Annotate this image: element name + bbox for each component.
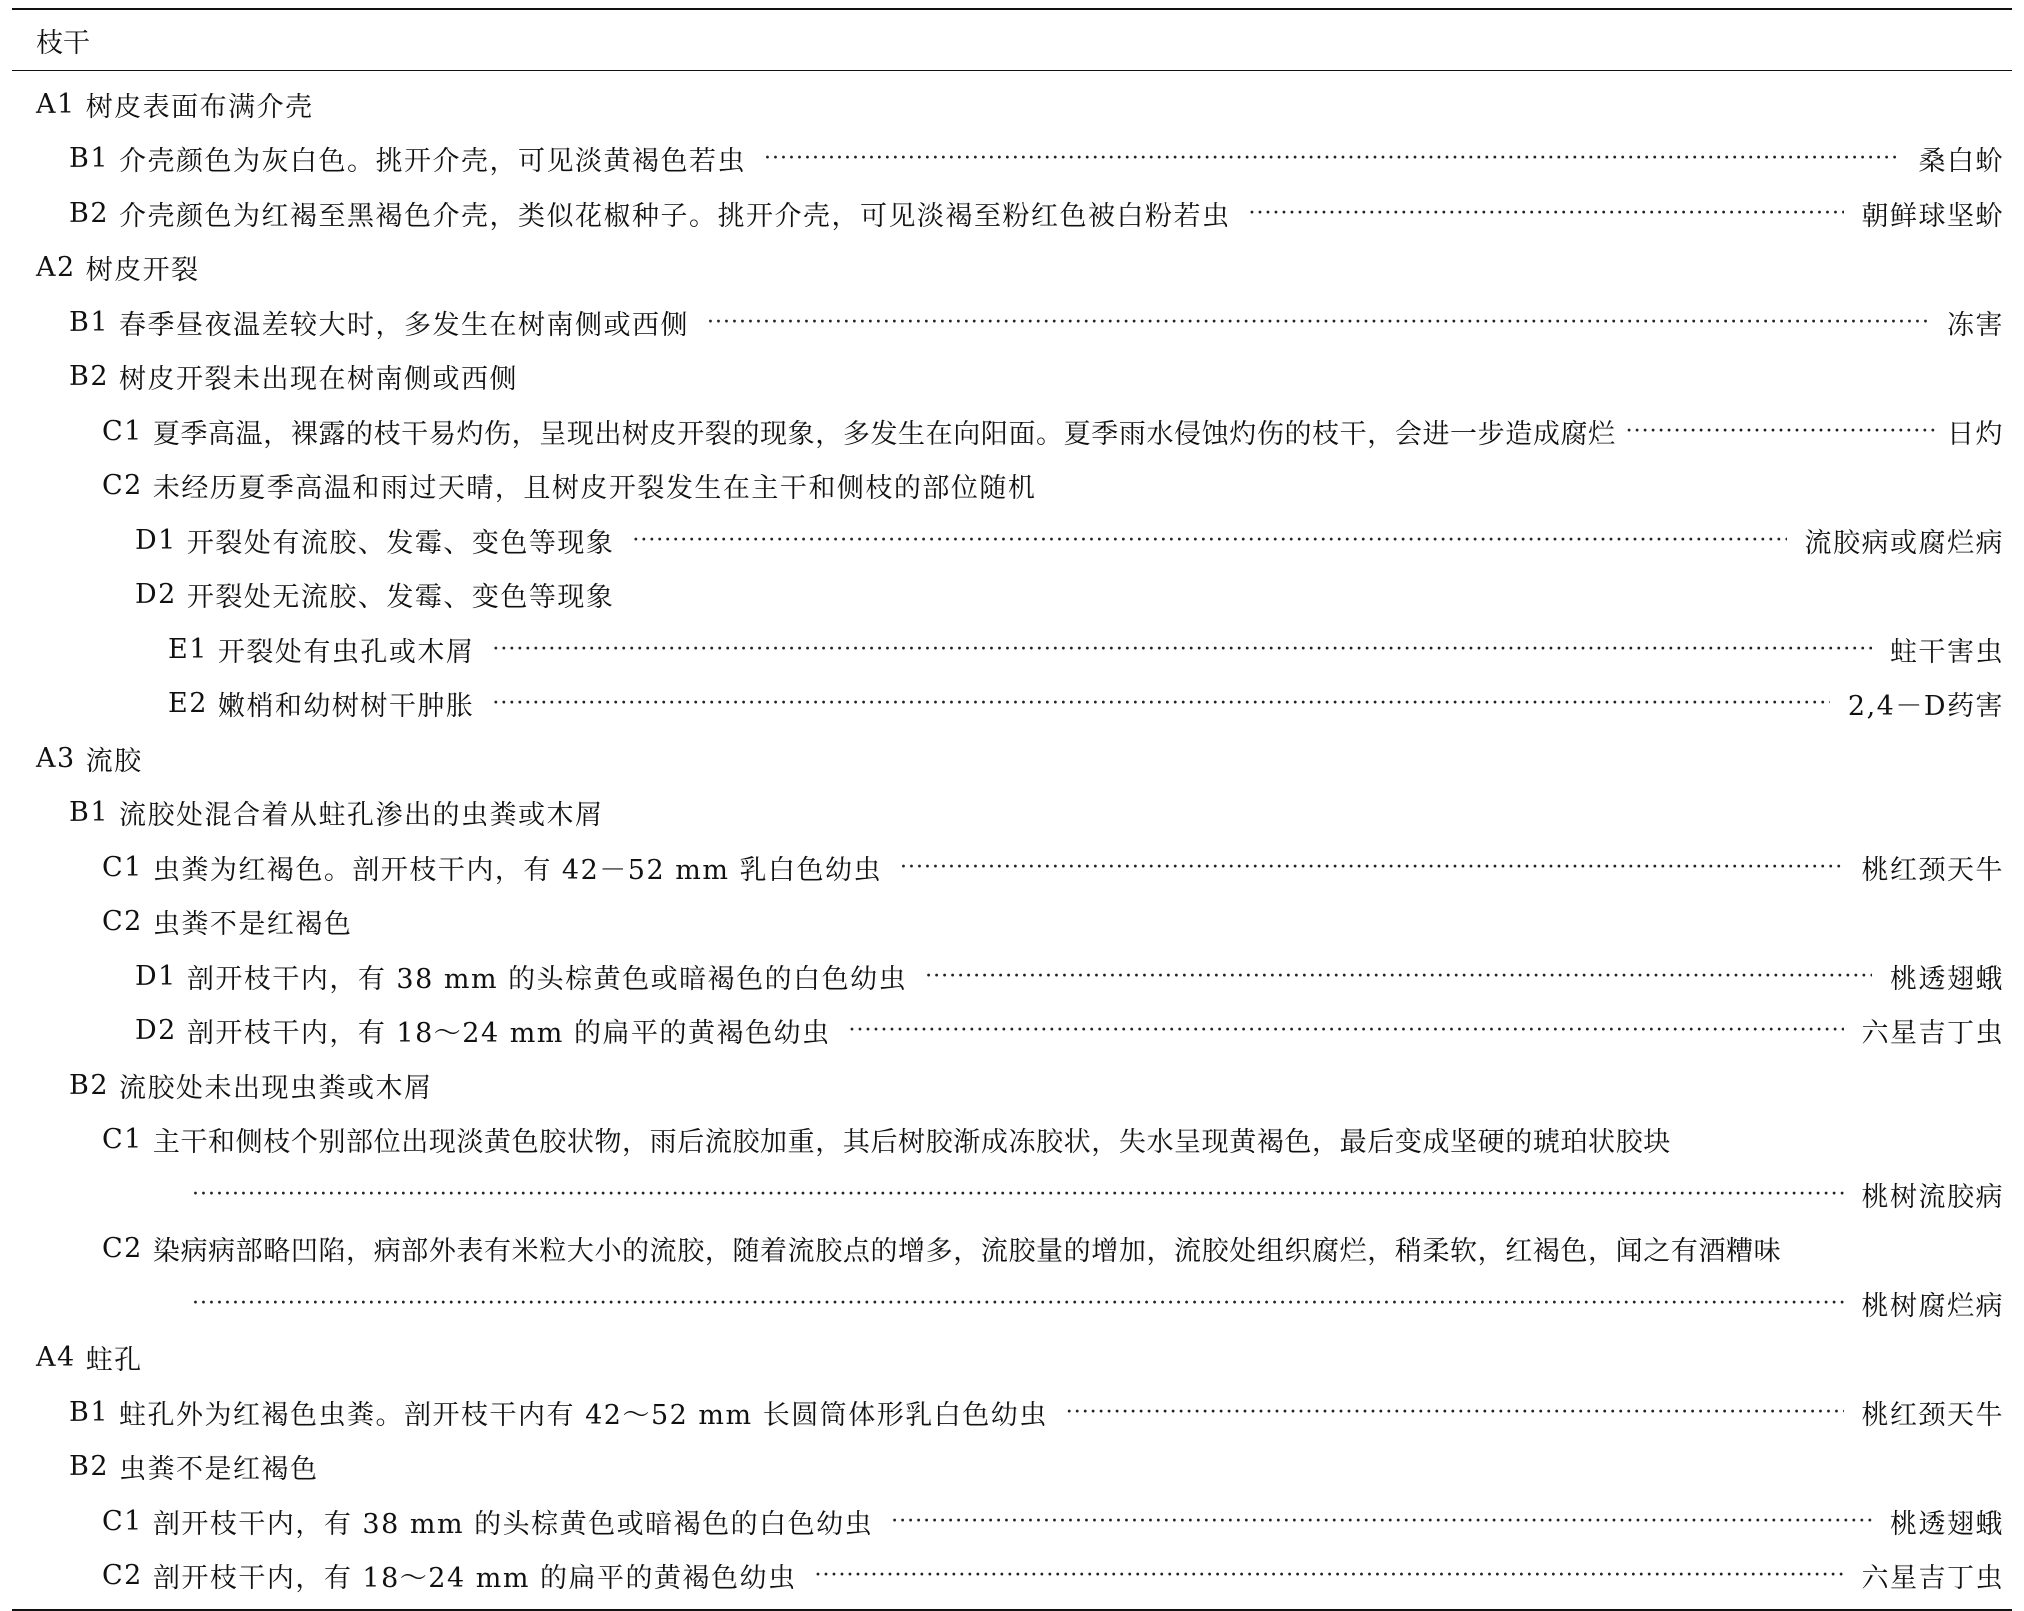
row-result: 桃树腐烂病 [1861,1290,2004,1322]
row-code: C1 [102,1505,143,1537]
table-row [12,786,2012,841]
table-row [12,1385,2012,1440]
row-text: 主干和侧枝个别部位出现淡黄色胶状物，雨后流胶加重，其后树胶渐成冻胶状，失水呈现黄褐色，最后变成坚硬的琥珀状胶块 [152,1127,1671,1159]
row-text: 未经历夏季高温和雨过天晴，且树皮开裂发生在主干和侧枝的部位随机 [152,473,1037,505]
table-row [12,186,2012,241]
table-row [12,1004,2012,1059]
row-text: 开裂处无流胶、发霉、变色等现象 [186,582,615,614]
row-code: C2 [102,1233,143,1265]
row-result: 桃树流胶病 [1861,1181,2004,1213]
row-text: 剖开枝干内，有 18～24 mm 的扁平的黄褐色幼虫 [186,1018,831,1050]
row-code: A4 [36,1342,76,1374]
row-result: 流胶病或腐烂病 [1804,527,2004,559]
row-text: 蛀孔 [85,1345,143,1377]
row-result: 日灼 [1947,418,2004,450]
row-result: 桃透翅蛾 [1890,963,2004,995]
row-code: C2 [102,906,143,938]
leader-dots [632,528,1786,553]
row-code: C1 [102,851,143,883]
row-code: B1 [69,306,110,338]
row-text: 流胶 [85,745,143,777]
table-row [12,295,2012,350]
row-result: 蛀干害虫 [1890,636,2004,668]
row-code: D1 [135,524,177,556]
table-row [12,1549,2012,1604]
table-row [12,840,2012,895]
row-code: B1 [69,797,110,829]
row-text: 夏季高温，裸露的枝干易灼伤，呈现出树皮开裂的现象，多发生在向阳面。夏季雨水侵蚀灼伤的枝干，会进一步造成腐烂 [152,418,1616,450]
leader-dots [192,1291,1844,1316]
key-table [12,8,2012,1611]
leader-dots [891,1509,1872,1534]
row-result: 冻害 [1947,309,2004,341]
table-row [12,241,2012,296]
table-row [12,677,2012,732]
leader-dots [492,637,1872,662]
leader-dots [900,855,1843,880]
table-row [12,77,2012,132]
row-text: 虫粪不是红褐色 [152,909,353,941]
row-code: C1 [102,1124,143,1156]
row-text: 介壳颜色为灰白色。挑开介壳，可见淡黄褐色若虫 [119,146,747,178]
leader-dots [815,1563,1844,1588]
row-text: 染病病部略凹陷，病部外表有米粒大小的流胶，随着流胶点的增多，流胶量的增加，流胶处组织腐烂，稍柔软，红褐色，闻之有酒糟味 [152,1236,1782,1268]
table-row [12,404,2012,459]
table-row [12,1058,2012,1113]
leader-dots [849,1018,1844,1043]
row-code: E2 [168,688,208,720]
row-text: 流胶处未出现虫粪或木屑 [119,1072,433,1104]
row-code: A1 [36,88,76,120]
row-text: 流胶处混合着从蛀孔渗出的虫粪或木屑 [119,800,604,832]
row-code: A2 [36,252,76,284]
row-text: 开裂处有虫孔或木屑 [217,636,475,668]
table-row [12,731,2012,786]
row-text: 介壳颜色为红褐至黑褐色介壳，类似花椒种子。挑开介壳，可见淡褐至粉红色被白粉若虫 [119,200,1231,232]
row-result: 六星吉丁虫 [1861,1018,2004,1050]
row-text: 树皮开裂未出现在树南侧或西侧 [119,364,519,396]
table-row [12,1276,2012,1331]
leader-dots [1249,201,1844,226]
row-code: C1 [102,415,143,447]
row-text: 剖开枝干内，有 18～24 mm 的扁平的黄褐色幼虫 [152,1563,797,1595]
row-text: 虫粪不是红褐色 [119,1454,319,1486]
row-code: A3 [36,742,76,774]
table-row [12,568,2012,623]
row-result: 桃透翅蛾 [1890,1508,2004,1540]
row-text: 春季昼夜温差较大时，多发生在树南侧或西侧 [119,309,690,341]
table-row [12,1494,2012,1549]
row-result: 朝鲜球坚蚧 [1861,200,2004,232]
table-row [12,1222,2012,1277]
row-text: 开裂处有流胶、发霉、变色等现象 [186,527,615,559]
table-row [12,895,2012,950]
table-row [12,513,2012,568]
table-body [12,71,2012,1609]
row-result: 六星吉丁虫 [1861,1563,2004,1595]
leader-dots [925,964,1872,989]
table-header: 枝干 [12,10,2012,71]
table-row [12,1440,2012,1495]
row-code: B1 [69,1396,110,1428]
leader-dots [764,146,1900,171]
row-code: B1 [69,143,110,175]
table-row [12,1167,2012,1222]
row-code: B2 [69,1451,110,1483]
leader-dots [492,691,1830,716]
row-text: 蛀孔外为红褐色虫粪。剖开枝干内有 42～52 mm 长圆筒体形乳白色幼虫 [119,1399,1048,1431]
row-text: 剖开枝干内，有 38 mm 的头棕黄色或暗褐色的白色幼虫 [152,1508,874,1540]
row-result: 桃红颈天牛 [1861,1399,2004,1431]
row-code: C2 [102,1560,143,1592]
row-text: 虫粪为红褐色。剖开枝干内，有 42－52 mm 乳白色幼虫 [152,854,883,886]
leader-dots [707,310,1929,335]
row-code: B2 [69,1069,110,1101]
table-row [12,350,2012,405]
row-code: E1 [168,633,208,665]
row-code: D2 [135,579,177,611]
table-row [12,1331,2012,1386]
row-code: D1 [135,960,177,992]
row-result: 桃红颈天牛 [1861,854,2004,886]
row-code: C2 [102,470,143,502]
table-row [12,622,2012,677]
row-code: D2 [135,1015,177,1047]
row-text: 嫩梢和幼树树干肿胀 [217,691,475,723]
leader-dots [192,1182,1844,1207]
row-text: 树皮开裂 [85,255,200,287]
row-code: B2 [69,197,110,229]
table-row [12,1113,2012,1168]
table-row [12,459,2012,514]
row-result: 桑白蚧 [1918,146,2004,178]
row-text: 树皮表面布满介壳 [85,91,314,123]
row-code: B2 [69,361,110,393]
leader-dots [1626,419,1937,444]
table-row [12,132,2012,187]
table-row [12,949,2012,1004]
row-text: 剖开枝干内，有 38 mm 的头棕黄色或暗褐色的白色幼虫 [186,963,908,995]
leader-dots [1066,1400,1844,1425]
row-result: 2,4－D药害 [1847,691,2004,723]
